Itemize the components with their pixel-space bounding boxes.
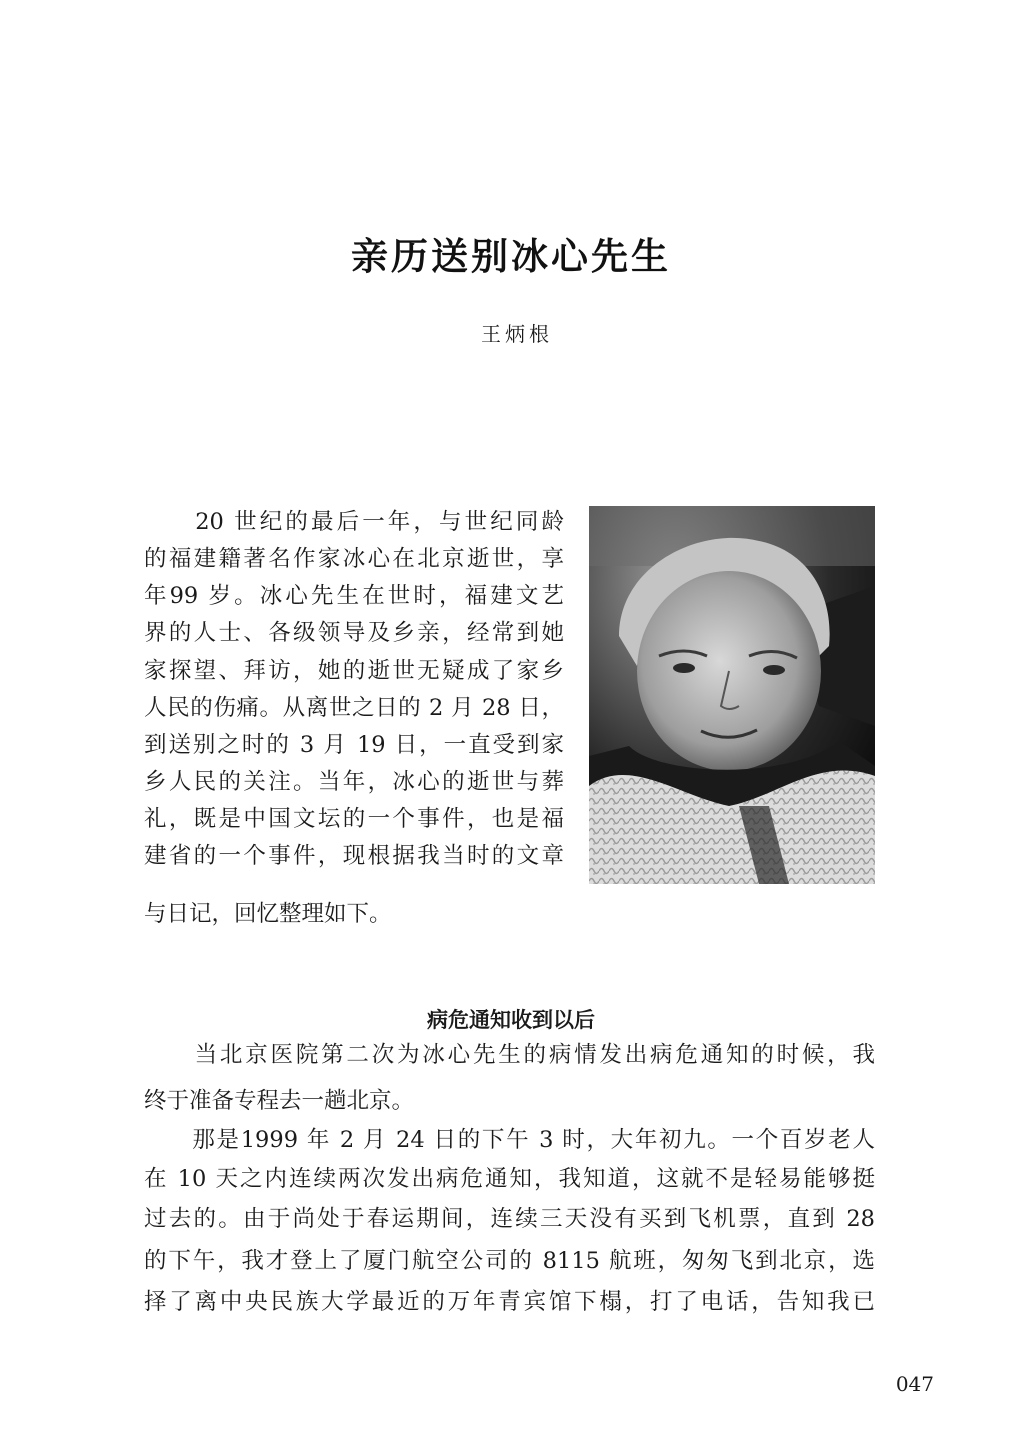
body-line: 那是1999 年 2 月 24 日的下午 3 时，大年初九。一个百岁老人 xyxy=(144,1127,875,1153)
intro-line: 到送别之时的 3 月 19 日，一直受到家 xyxy=(144,732,564,758)
intro-line: 界的人士、各级领导及乡亲，经常到她 xyxy=(144,620,564,646)
intro-line: 与日记，回忆整理如下。 xyxy=(144,901,392,927)
intro-line: 年99 岁。冰心先生在世时，福建文艺 xyxy=(144,583,564,609)
intro-line: 人民的伤痛。从离世之日的 2 月 28 日， xyxy=(144,695,564,721)
intro-line: 礼，既是中国文坛的一个事件，也是福 xyxy=(144,806,564,832)
section-heading: 病危通知收到以后 xyxy=(427,1008,595,1032)
portrait-photo xyxy=(589,506,875,884)
intro-line: 家探望、拜访，她的逝世无疑成了家乡 xyxy=(144,658,564,684)
body-line: 在 10 天之内连续两次发出病危通知，我知道，这就不是轻易能够挺 xyxy=(144,1166,875,1192)
intro-line: 乡人民的关注。当年，冰心的逝世与葬 xyxy=(144,769,564,795)
body-line: 择了离中央民族大学最近的万年青宾馆下榻，打了电话，告知我已 xyxy=(144,1289,875,1315)
body-line: 终于准备专程去一趟北京。 xyxy=(144,1088,415,1114)
intro-line: 20 世纪的最后一年，与世纪同龄 xyxy=(144,509,564,535)
body-line: 的下午，我才登上了厦门航空公司的 8115 航班，匆匆飞到北京，选 xyxy=(144,1248,875,1274)
intro-line: 的福建籍著名作家冰心在北京逝世，享 xyxy=(144,546,564,572)
author-name: 王炳根 xyxy=(481,322,553,346)
article-title: 亲历送别冰心先生 xyxy=(351,235,671,278)
page-number: 047 xyxy=(895,1372,934,1396)
body-line: 过去的。由于尚处于春运期间，连续三天没有买到飞机票，直到 28 xyxy=(144,1206,875,1232)
body-line: 当北京医院第二次为冰心先生的病情发出病危通知的时候，我 xyxy=(144,1042,875,1068)
intro-line: 建省的一个事件，现根据我当时的文章 xyxy=(144,843,564,869)
